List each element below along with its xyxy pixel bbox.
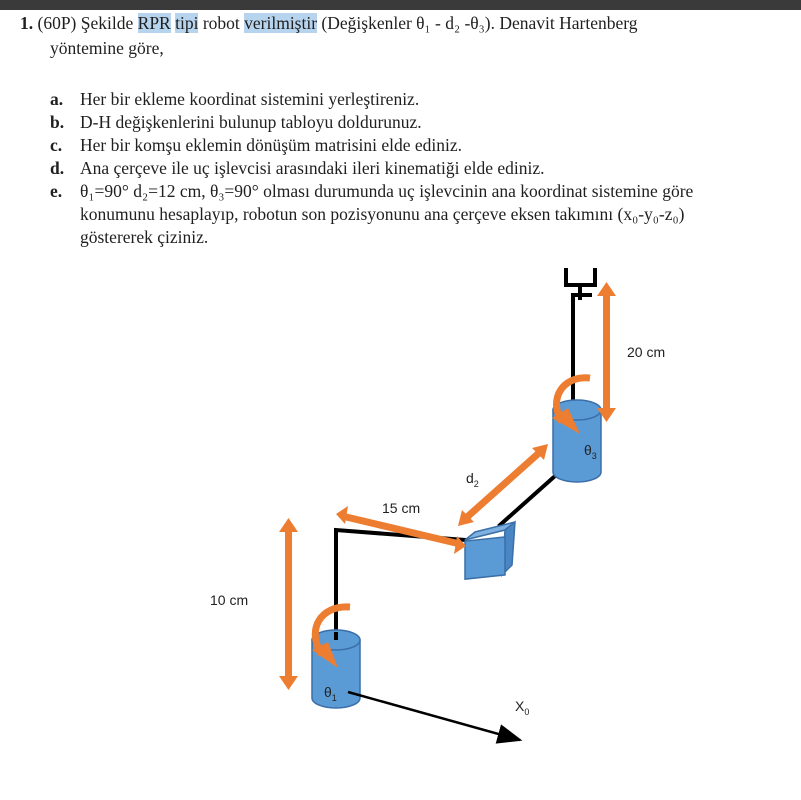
- highlight-tipi: tipi: [175, 13, 199, 33]
- dimension-arrow-20cm: [597, 282, 616, 422]
- x0-label: $X_0$: [515, 698, 530, 717]
- prismatic-block: [465, 522, 515, 579]
- item-text: Her bir ekleme koordinat sistemini yerleştireniz.: [80, 89, 420, 109]
- question-mid: robot: [202, 13, 240, 33]
- theta1-label: $\theta_1$: [324, 684, 337, 703]
- d2-label: $d_2$: [466, 470, 479, 489]
- item-label: c.: [50, 135, 63, 155]
- question-prefix: Şekilde: [80, 13, 134, 33]
- dimension-arrow-10cm: [279, 518, 298, 690]
- question-line-2: yöntemine göre,: [50, 38, 164, 58]
- item-text: Ana çerçeve ile uç işlevcisi arasındaki ileri kinematiği elde ediniz.: [80, 158, 545, 178]
- dim-20cm-label: 20 cm: [627, 344, 666, 360]
- dim-15cm-label: 15 cm: [382, 500, 421, 516]
- item-text: D-H değişkenlerini bulunup tabloyu doldurunuz.: [80, 112, 422, 132]
- highlight-verilmistir: verilmiştir: [244, 13, 318, 33]
- item-label: d.: [50, 158, 65, 178]
- item-text-line-2: konumunu hesaplayıp, robotun son pozisyonunu ana çerçeve eksen takımını (x₀-y₀-z₀): [80, 204, 685, 224]
- item-text-line-3: göstererek çiziniz.: [80, 227, 209, 247]
- question-number: 1.: [20, 13, 34, 33]
- item-text: Her bir komşu eklemin dönüşüm matrisini elde ediniz.: [80, 135, 463, 155]
- question-points: (60P): [37, 13, 77, 33]
- item-text-line-1: θ₁=90° d₂=12 cm, θ₃=90° olması durumunda uç işlevcinin ana koordinat sistemine göre: [80, 181, 694, 201]
- item-label: b.: [50, 112, 65, 132]
- highlight-rpr: RPR: [137, 13, 171, 33]
- dim-10cm-label: 10 cm: [210, 592, 249, 608]
- robot-links: [336, 295, 590, 640]
- item-label: a.: [50, 89, 64, 109]
- theta3-label: $\theta_3$: [584, 442, 597, 461]
- question-rest: (Değişkenler θ₁ - d₂ -θ₃). Denavit Hartenberg: [321, 13, 638, 33]
- x0-axis-arrow: [348, 692, 520, 740]
- item-label: e.: [50, 181, 63, 201]
